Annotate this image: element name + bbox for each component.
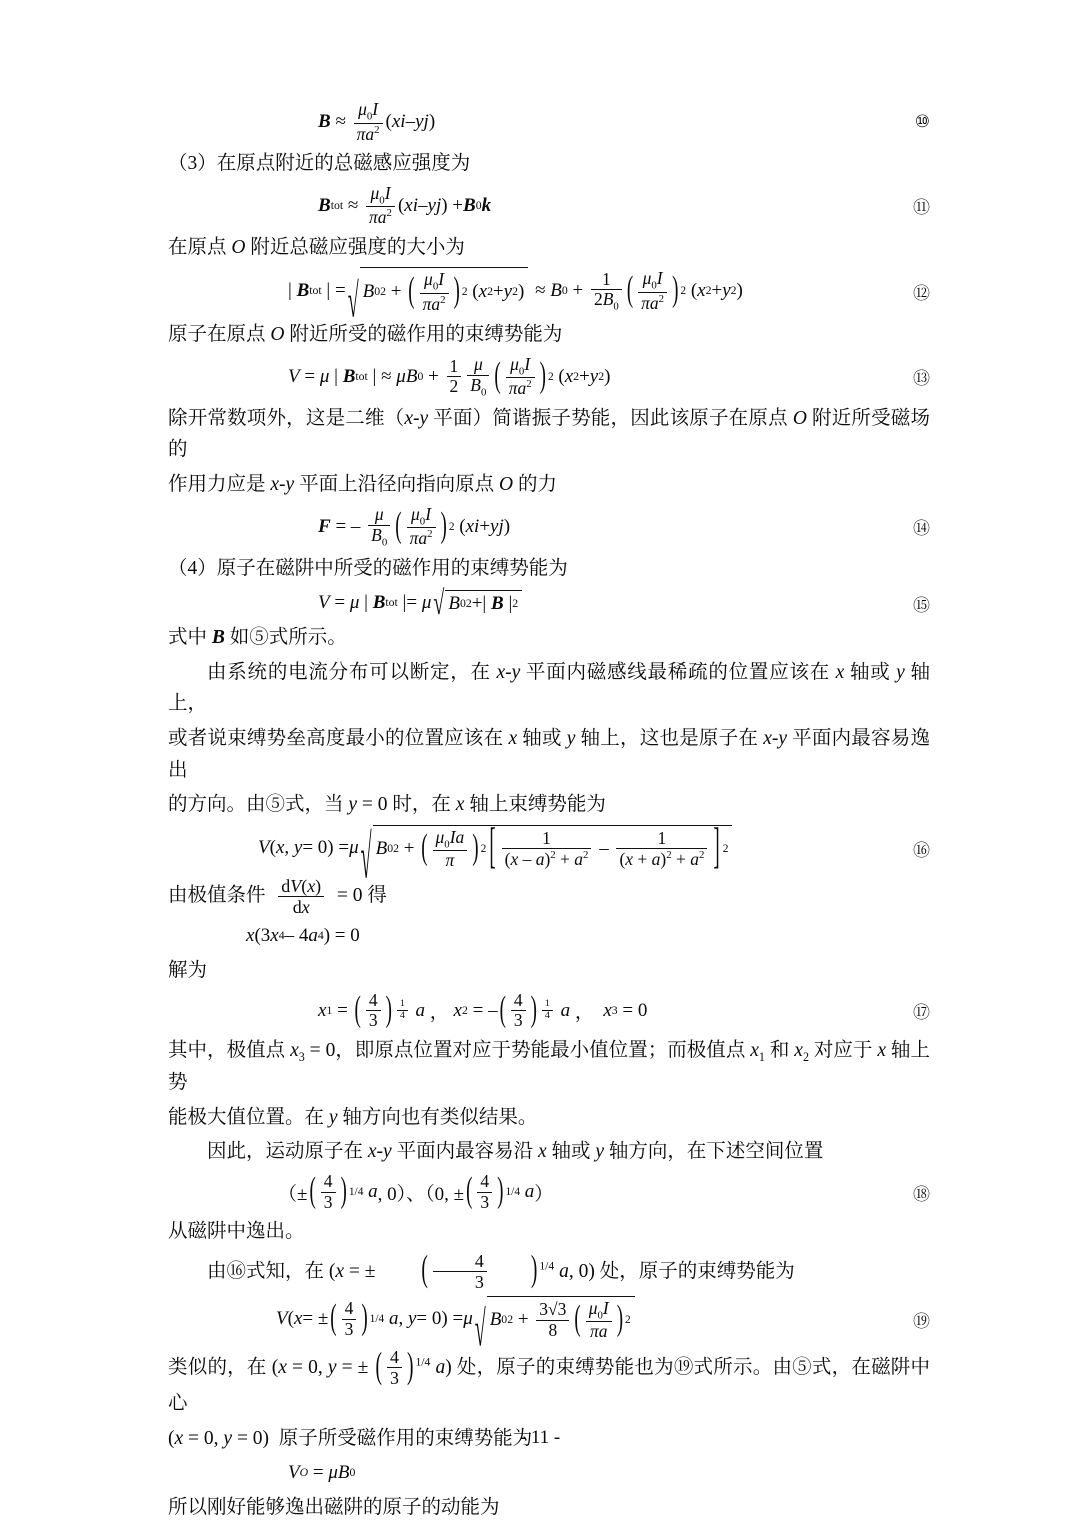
equation-cubic: x (3 x 4 – 4 a 4 ) = 0	[246, 925, 360, 947]
paragraph-after-15: 式中 B 如⑤式所示。	[168, 627, 347, 649]
paragraph-by-16: 由⑯式知，在 (x = ± ( $\frac{4}{3}$ ) $^{1/4}$ a, 0) 处，原子的束缚势能为	[207, 1250, 795, 1292]
equation-row-13	[168, 355, 930, 399]
equation-number-13: ⑬	[913, 369, 930, 390]
equation-number-17: ⑰	[913, 1003, 930, 1024]
paragraph-4-lead: （4）原子在磁阱中所受的磁作用的束缚势能为	[168, 557, 568, 579]
equation-row-18	[168, 1172, 930, 1212]
equation-row-19	[168, 1296, 930, 1358]
equation-11: B tot ≈ $\frac{\mu_0I}{\pi a^2}$ ( xi – yj ) + B 0 k	[318, 182, 492, 228]
paragraph-after-13-line2: 作用力应是 x-y 平面上沿径向指向原点 O 的力	[168, 474, 557, 496]
paragraph-similar-line1: 类似的，在 (x = 0, y = ± ( $\frac{4}{3}$ ) $^{1/4}$ a) 处，原子的束缚势能也为⑲式所示。由⑤式，在磁阱中心	[168, 1347, 931, 1415]
equation-number-18: ⑱	[913, 1184, 930, 1205]
equation-row-15	[168, 585, 930, 623]
equation-row-vo	[168, 1458, 930, 1488]
equation-18: （± ( $\frac{4}{3}$ ) 1/4 a , 0）、（0, ± ( $\frac{4}{3}$ ) 1/4 a ）	[278, 1170, 554, 1212]
paragraph-after-11: 在原点 O 附近总磁应强度的大小为	[168, 236, 465, 258]
equation-number-11: ⑪	[913, 198, 930, 219]
paragraph-therefore: 因此，运动原子在 x-y 平面内最容易沿 x 轴或 y 轴方向，在下述空间位置	[207, 1141, 824, 1163]
equation-row-11	[168, 184, 930, 228]
paragraph-after-17-line1: 其中，极值点 $x_3 = 0$，即原点位置对应于势能最小值位置；而极值点 $x_1$ 和 $x_2$ 对应于 x 轴上势	[168, 1039, 930, 1094]
equation-number-10: ⑩	[914, 112, 930, 133]
equation-row-16	[168, 820, 930, 893]
page-number: - 11 -	[519, 1427, 561, 1448]
equation-12: | B tot | = √ B 0 2 + ( $\frac{\mu_0I}{\pi a^2}$ ) 2 ( x 2 + y 2 ) ≈ B 0 + $\frac{1}{2B_0}$ ( $\frac{\mu_0I}{\pi a^2}$ ) 2 ( x 2 + y 2 )	[288, 268, 743, 329]
equation-vo: V O = μB 0	[288, 1462, 356, 1484]
equation-19: V ( x = ± ( $\frac{4}{3}$ ) 1/4 a , y = 0) = μ √ B 0 2 + $\frac{3√3}{8}$ ( $\frac{\mu_0I}{\pi a}$ ) 2	[168, 1296, 882, 1343]
paragraph-after-13-line1: 除开常数项外，这是二维（x-y 平面）简谐振子势能，因此该原子在原点 O 附近所受磁场的	[168, 407, 930, 461]
equation-number-14: ⑭	[913, 519, 930, 540]
equation-number-19: ⑲	[913, 1311, 930, 1332]
equation-row-17	[168, 991, 930, 1031]
equation-row-14	[168, 505, 930, 549]
equation-14: F = – $\frac{\mu}{B_0}$ ( $\frac{\mu_0I}{\pi a^2}$ ) 2 ( xi + yj )	[318, 503, 511, 549]
equation-17: x 1 = ( $\frac{4}{3}$ ) $\frac{1}{4}$ a ， x 2 = – ( $\frac{4}{3}$ ) $\frac{1}{4}$ a ， x 3 = 0	[318, 989, 648, 1031]
paragraph-judge-line2: 或者说束缚势垒高度最小的位置应该在 x 轴或 y 轴上，这也是原子在 x-y 平面内最容易逸出	[168, 727, 930, 781]
paragraph-after-17-line2: 能极大值位置。在 y 轴方向也有类似结果。	[168, 1106, 538, 1128]
paragraph-extremum: 由极值条件 $\frac{dV(x)}{dx}$ = 0 得	[168, 875, 387, 917]
equation-10: B ≈ $\frac{\mu_0I}{\pi a^2}$ ( xi – yj )	[318, 99, 436, 144]
equation-number-16: ⑯	[913, 840, 930, 861]
equation-row-10	[168, 100, 930, 144]
paragraph-judge-line1: 由系统的电流分布可以断定，在 x-y 平面内磁感线最稀疏的位置应该在 x 轴或 y 轴上，	[168, 661, 930, 715]
equation-13: V = μ | B tot | ≈ μB 0 + $\frac{1}{2}$ $\frac{\mu}{B_0}$ ( $\frac{\mu_0I}{\pi a^2}$ ) 2 ( x 2 + y 2 )	[288, 353, 611, 399]
paragraph-last: 所以刚好能够逸出磁阱的原子的动能为	[168, 1497, 500, 1519]
paragraph-judge-line3: 的方向。由⑤式，当 y = 0 时，在 x 轴上束缚势能为	[168, 794, 606, 816]
paragraph-after-18: 从磁阱中逸出。	[168, 1221, 305, 1243]
equation-row-cubic	[168, 921, 930, 951]
equation-row-12	[168, 267, 930, 329]
paragraph-after-12: 原子在原点 O 附近所受的磁作用的束缚势能为	[168, 324, 563, 346]
paragraph-3-lead: （3）在原点附近的总磁感应强度为	[168, 153, 471, 175]
paragraph-solution-lead: 解为	[168, 960, 208, 982]
equation-15: V = μ | B tot |= μ √ B 0 2 +| B | 2	[168, 590, 882, 616]
equation-number-15: ⑮	[913, 595, 930, 616]
paragraph-similar-line2: (x = 0, y = 0) 原子所受磁作用的束缚势能为	[168, 1427, 533, 1449]
equation-16: V ( x , y = 0) = μ √ B 0 2 + ( $\frac{\mu_0Ia}{\pi}$ ) 2 [ $\frac{1}{(x - a)^2 + a^2}$ – $\frac{1}{(x + a)^2 + a^2}$ ] 2	[168, 825, 882, 872]
equation-number-12: ⑫	[913, 283, 930, 304]
